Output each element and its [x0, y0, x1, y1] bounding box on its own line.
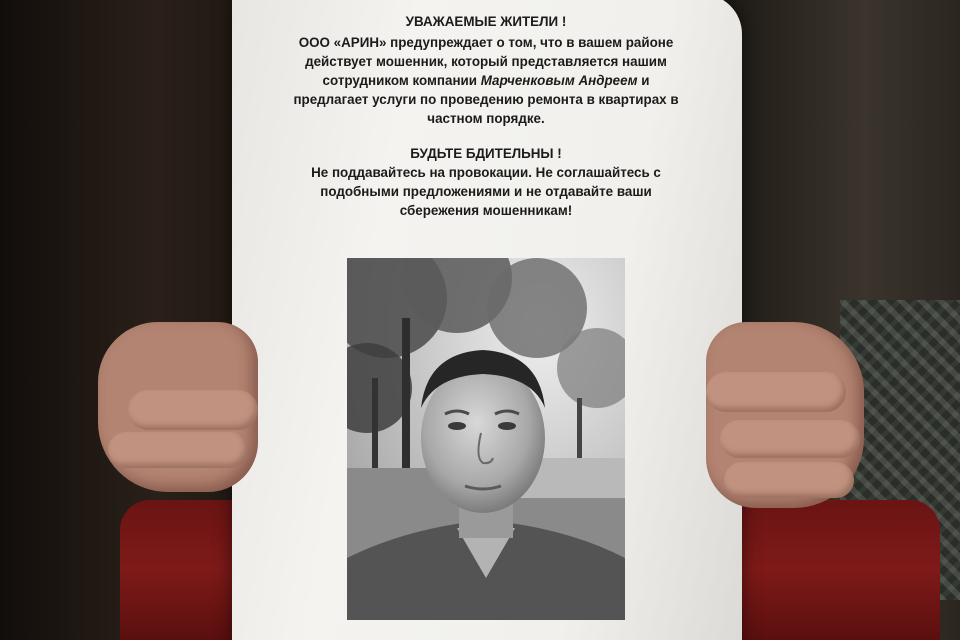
leaflet-line: частном порядке. — [427, 111, 545, 126]
leaflet-line: подобными предложениями и не отдавайте ваши — [320, 184, 652, 199]
leaflet-line: Не поддавайтесь на провокации. Не соглашайтесь с — [311, 165, 661, 180]
leaflet-warning-title: БУДЬТЕ БДИТЕЛЬНЫ ! — [410, 146, 562, 161]
leaflet-text — [244, 12, 728, 220]
right-finger — [720, 420, 860, 458]
leaflet-line — [244, 71, 728, 90]
left-thumb — [128, 390, 258, 430]
leaflet-line: сбережения мошенникам! — [399, 203, 573, 218]
left-hand — [98, 322, 258, 492]
fraudster-name: Марченковым Андреем — [480, 73, 638, 88]
left-finger — [108, 432, 248, 468]
suspect-photo — [347, 258, 625, 620]
right-thumb — [706, 372, 846, 412]
right-hand — [706, 322, 864, 508]
leaflet-line: предлагает услуги по проведению ремонта в квартирах в — [293, 92, 679, 107]
leaflet-title: УВАЖАЕМЫЕ ЖИТЕЛИ ! — [405, 14, 567, 29]
leaflet-line: действует мошенник, который представляется нашим — [305, 54, 667, 69]
right-finger — [724, 462, 854, 498]
leaflet-text-fragment: сотрудником компании — [322, 73, 481, 88]
suspect-photo-image — [347, 258, 625, 620]
leaflet-text-fragment: и — [637, 73, 650, 88]
leaflet-line: ООО «АРИН» предупреждает о том, что в вашем районе — [298, 35, 674, 50]
